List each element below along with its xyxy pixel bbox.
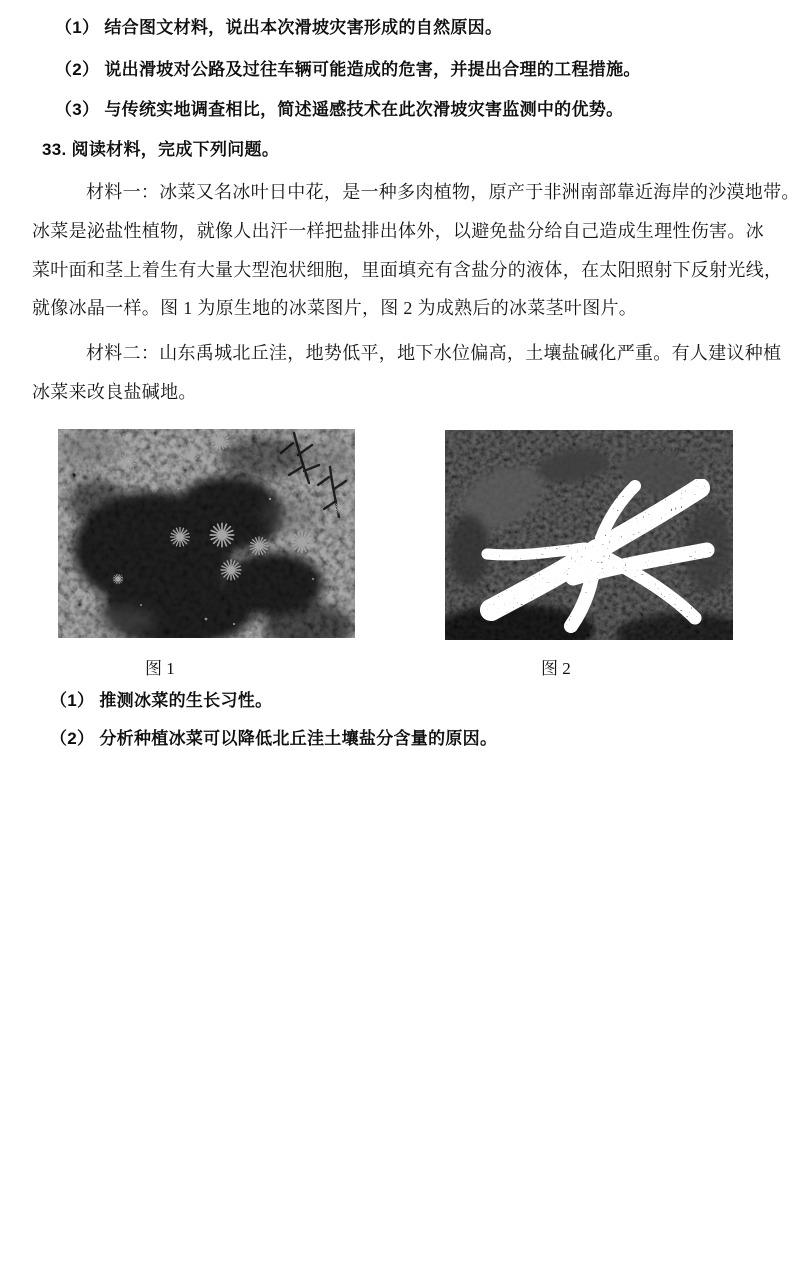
- figure1-photo-image: [58, 429, 355, 638]
- figure1-caption: 图 1: [145, 659, 175, 678]
- q32-part-2: （2） 说出滑坡对公路及过往车辆可能造成的危害，并提出合理的工程措施。: [55, 60, 641, 79]
- figure2-caption: 图 2: [541, 659, 571, 678]
- q33-material-1: [32, 173, 800, 328]
- figure-1: [58, 429, 355, 638]
- material1-line: 材料一：冰菜又名冰叶日中花，是一种多肉植物，原产于非洲南部靠近海岸的沙漠地带。: [86, 182, 800, 202]
- material1-line: 冰菜是泌盐性植物，就像人出汗一样把盐排出体外，以避免盐分给自己造成生理性伤害。冰: [32, 220, 764, 241]
- figure2-photo-image: [445, 430, 733, 640]
- q33-part-1: （1） 推测冰菜的生长习性。: [50, 691, 273, 710]
- material2-line: 冰菜来改良盐碱地。: [32, 381, 197, 402]
- material1-line: 就像冰晶一样。图 1 为原生地的冰菜图片，图 2 为成熟后的冰菜茎叶图片。: [32, 298, 638, 319]
- q32-part-3: （3） 与传统实地调查相比，简述遥感技术在此次滑坡灾害监测中的优势。: [55, 100, 624, 119]
- material1-line: 菜叶面和茎上着生有大量大型泡状细胞，里面填充有含盐分的液体，在太阳照射下反射光线，: [32, 259, 783, 280]
- q33-part-2: （2） 分析种植冰菜可以降低北丘洼土壤盐分含量的原因。: [50, 729, 498, 748]
- material2-line: 材料二：山东禹城北丘洼，地势低平，地下水位偏高，土壤盐碱化严重。有人建议种植: [86, 343, 782, 363]
- q32-part-1: （1） 结合图文材料，说出本次滑坡灾害形成的自然原因。: [55, 18, 503, 37]
- figure-2: [445, 430, 733, 640]
- q33-material-2: [32, 334, 782, 412]
- q33-heading: 33. 阅读材料，完成下列问题。: [42, 140, 280, 159]
